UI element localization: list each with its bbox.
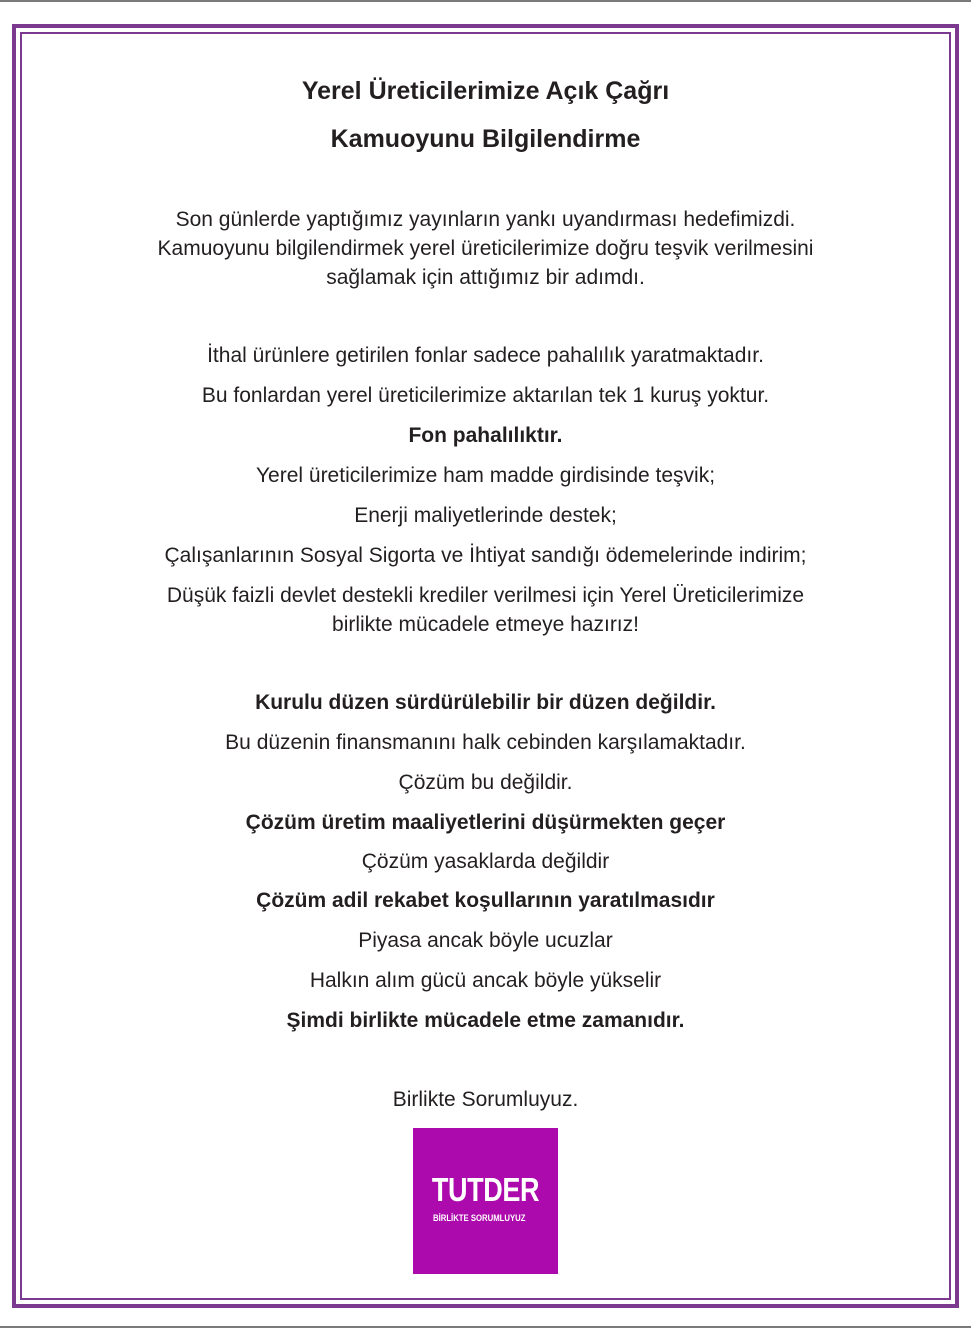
- page-subtitle: Kamuoyunu Bilgilendirme: [330, 125, 641, 153]
- closing-signature: Birlikte Sorumluyuz.: [392, 1088, 579, 1111]
- solution-line: Çözüm bu değildir.: [398, 771, 573, 794]
- solution-line: Piyasa ancak böyle ucuzlar: [358, 929, 613, 952]
- logo-wordmark: TUTDER: [431, 1171, 540, 1208]
- solution-line: Çözüm adil rekabet koşullarının yaratılmasıdır: [256, 889, 715, 912]
- statement-line: Çalışanlarının Sosyal Sigorta ve İhtiyat sandığı ödemelerinde indirim;: [164, 544, 807, 567]
- statement-line: İthal ürünlere getirilen fonlar sadece pahalılık yaratmaktadır.: [207, 344, 764, 367]
- statement-line: Enerji maliyetlerinde destek;: [354, 504, 617, 527]
- intro-line: Son günlerde yaptığımız yayınların yankı uyandırması hedefimizdi.: [175, 208, 796, 231]
- tutder-logo: [413, 1128, 558, 1274]
- solution-line: Kurulu düzen sürdürülebilir bir düzen değildir.: [255, 691, 716, 714]
- solution-line: Çözüm üretim maaliyetlerini düşürmekten geçer: [245, 811, 726, 834]
- statement-line: Yerel üreticilerimize ham madde girdisinde teşvik;: [255, 464, 716, 487]
- statement-line: Düşük faizli devlet destekli krediler verilmesi için Yerel Üreticilerimize: [166, 584, 805, 607]
- intro-line: Kamuoyunu bilgilendirmek yerel üreticilerimize doğru teşvik verilmesini: [157, 237, 814, 260]
- solution-line: Şimdi birlikte mücadele etme zamanıdır.: [286, 1009, 685, 1032]
- intro-line: sağlamak için attığımız bir adımdı.: [326, 266, 645, 289]
- statement-line: Fon pahalılıktır.: [408, 424, 563, 447]
- solution-line: Halkın alım gücü ancak böyle yükselir: [309, 969, 662, 992]
- solution-line: Çözüm yasaklarda değildir: [361, 850, 610, 873]
- logo-tagline: BİRLİKTE SORUMLUYUZ: [433, 1213, 526, 1223]
- statement-line: birlikte mücadele etmeye hazırız!: [332, 613, 639, 636]
- page-title: Yerel Üreticilerimize Açık Çağrı: [301, 77, 670, 105]
- statement-line: Bu fonlardan yerel üreticilerimize aktarılan tek 1 kuruş yoktur.: [201, 384, 770, 407]
- solution-line: Bu düzenin finansmanını halk cebinden karşılamaktadır.: [225, 731, 746, 754]
